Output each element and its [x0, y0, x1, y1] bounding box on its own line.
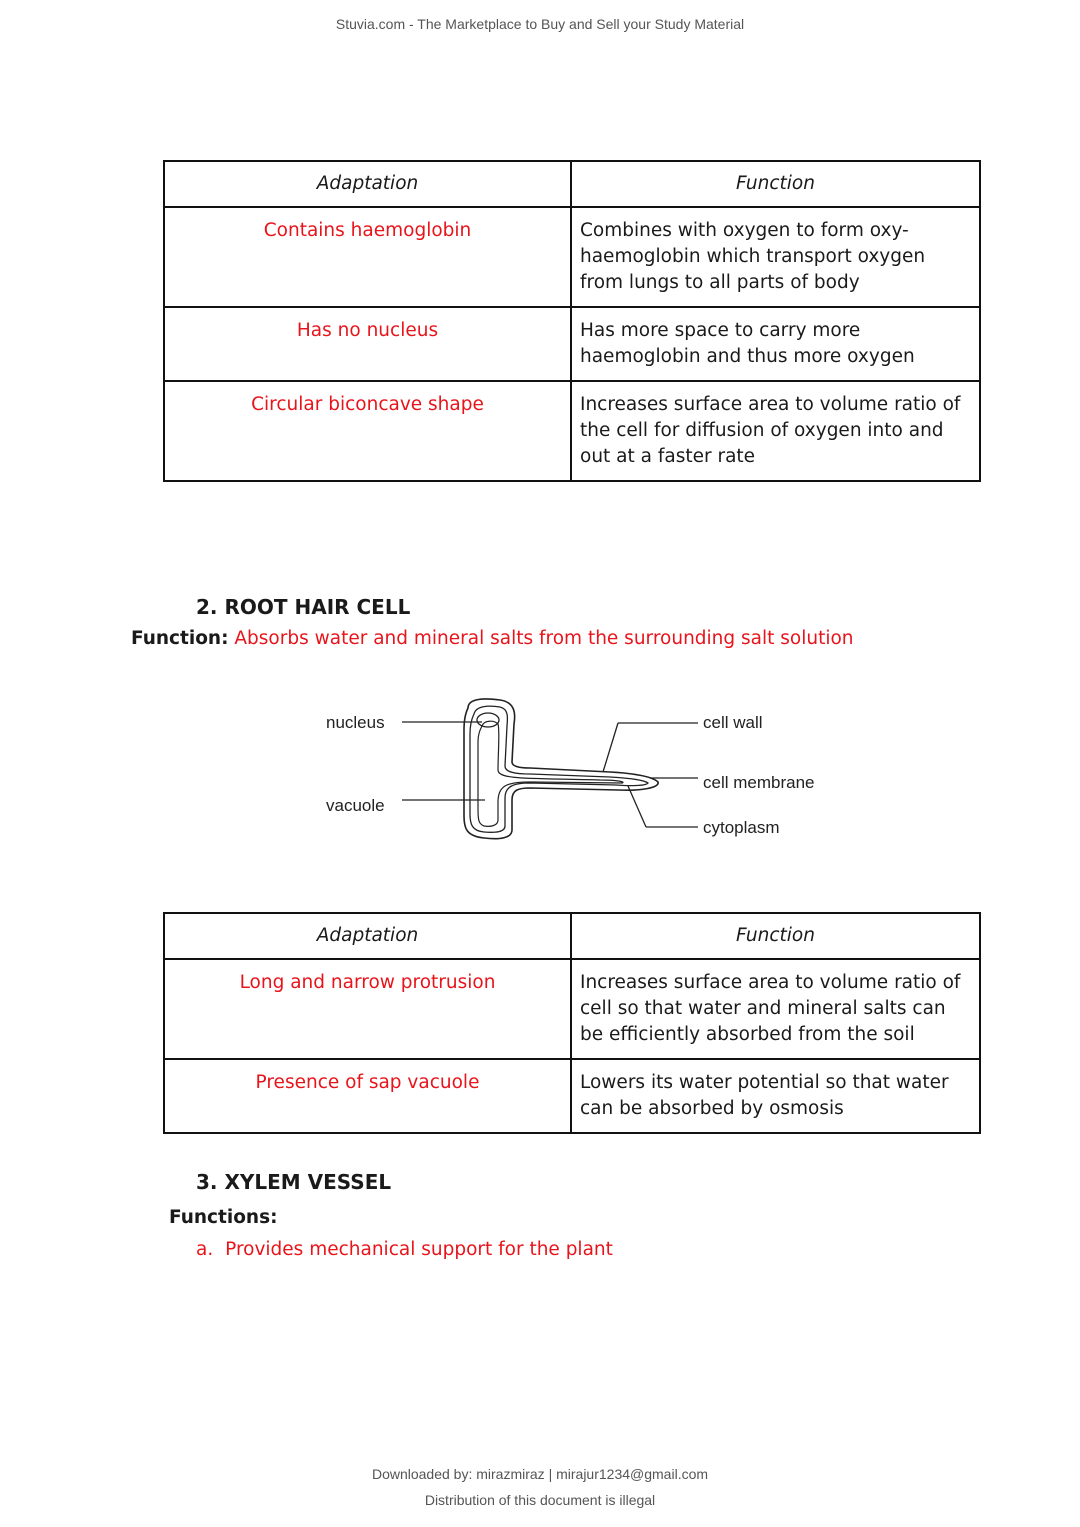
function-cell: Combines with oxygen to form oxy-haemoglobin which transport oxygen from lungs to all parts of body	[571, 207, 980, 307]
table-row	[164, 307, 980, 381]
label-nucleus: nucleus	[326, 713, 385, 732]
section-title-xylem-vessel: 3. XYLEM VESSEL	[196, 1170, 392, 1194]
table-row	[164, 207, 980, 307]
function-text: Absorbs water and mineral salts from the surrounding salt solution	[234, 628, 854, 649]
function-cell: Increases surface area to volume ratio of the cell for diffusion of oxygen into and out at a faster rate	[571, 381, 980, 481]
column-header-function: Function	[571, 161, 980, 207]
cell-wall-outline	[464, 699, 658, 839]
table-row	[164, 381, 980, 481]
list-item	[196, 1239, 613, 1260]
functions-label: Functions:	[169, 1207, 278, 1228]
table-header-row	[164, 913, 980, 959]
column-header-adaptation: Adaptation	[164, 913, 571, 959]
adaptation-cell: Has no nucleus	[164, 307, 571, 381]
table-header-row	[164, 161, 980, 207]
footer-download-info: Downloaded by: mirazmiraz | mirajur1234@gmail.com	[371, 1466, 709, 1482]
vacuole-outline	[478, 721, 623, 826]
label-cell-wall: cell wall	[703, 713, 763, 732]
list-item-text: Provides mechanical support for the plant	[225, 1239, 613, 1260]
footer-distribution-notice: Distribution of this document is illegal	[424, 1492, 656, 1508]
section-title-root-hair-cell: 2. ROOT HAIR CELL	[196, 595, 411, 619]
function-cell: Lowers its water potential so that water can be absorbed by osmosis	[571, 1059, 980, 1133]
red-blood-cell-table	[163, 160, 981, 482]
label-cell-membrane: cell membrane	[703, 773, 815, 792]
adaptation-cell: Contains haemoglobin	[164, 207, 571, 307]
root-hair-cell-table	[163, 912, 981, 1134]
list-marker: a.	[196, 1239, 214, 1260]
column-header-adaptation: Adaptation	[164, 161, 571, 207]
root-hair-cell-diagram	[300, 690, 860, 850]
function-line	[131, 628, 854, 649]
nucleus-shape	[477, 713, 499, 727]
table-row	[164, 959, 980, 1059]
function-cell: Has more space to carry more haemoglobin and thus more oxygen	[571, 307, 980, 381]
label-vacuole: vacuole	[326, 796, 385, 815]
adaptation-cell: Circular biconcave shape	[164, 381, 571, 481]
function-label: Function:	[131, 628, 229, 649]
adaptation-cell: Long and narrow protrusion	[164, 959, 571, 1059]
adaptation-cell: Presence of sap vacuole	[164, 1059, 571, 1133]
label-cytoplasm: cytoplasm	[703, 818, 780, 837]
column-header-function: Function	[571, 913, 980, 959]
page-header: Stuvia.com - The Marketplace to Buy and Sell your Study Material	[335, 16, 745, 32]
table-row	[164, 1059, 980, 1133]
function-cell: Increases surface area to volume ratio of cell so that water and mineral salts can be efficiently absorbed from the soil	[571, 959, 980, 1059]
